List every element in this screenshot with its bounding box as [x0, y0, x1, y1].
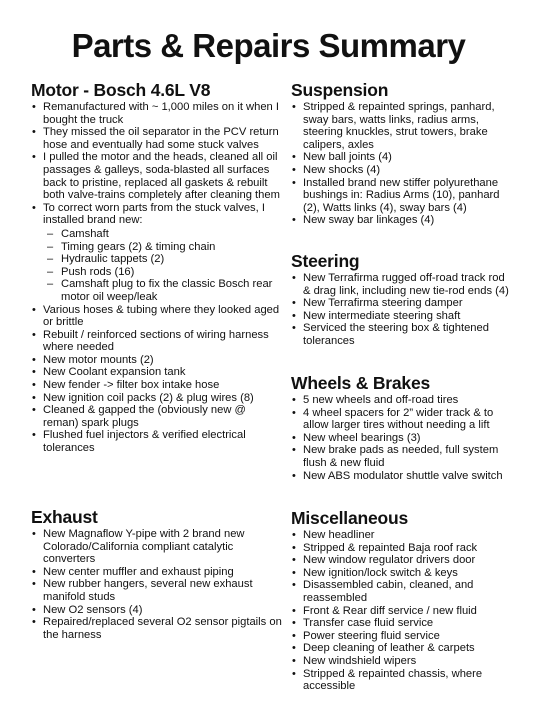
sub-list-item: – Timing gears (2) & timing chain	[31, 241, 283, 254]
list-item: • New O2 sensors (4)	[31, 604, 283, 617]
list-item: • New sway bar linkages (4)	[291, 214, 513, 227]
section-motor	[31, 80, 283, 455]
exhaust-list	[31, 528, 283, 641]
motor-sublist	[31, 228, 283, 304]
suspension-list	[291, 101, 513, 227]
misc-list	[291, 529, 513, 693]
list-item: • New windshield wipers	[291, 655, 513, 668]
list-item: • Flushed fuel injectors & verified electrical tolerances	[31, 429, 283, 454]
list-item: • New Terrafirma rugged off-road track rod & drag link, including new tie-rod ends (4)	[291, 272, 513, 297]
list-item: • Stripped & repainted chassis, where accessible	[291, 668, 513, 693]
list-item: • New brake pads as needed, full system flush & new fluid	[291, 444, 513, 469]
sub-list-item: – Push rods (16)	[31, 266, 283, 279]
section-heading-steering: Steering	[291, 251, 360, 271]
list-item: • New Coolant expansion tank	[31, 366, 283, 379]
section-heading-exhaust: Exhaust	[31, 507, 98, 527]
list-item: • New ignition/lock switch & keys	[291, 567, 513, 580]
list-item: • Power steering fluid service	[291, 630, 513, 643]
motor-list-continued	[31, 304, 283, 455]
list-item: • To correct worn parts from the stuck valves, I installed brand new:	[31, 202, 283, 227]
list-item: • Various hoses & tubing where they looked aged or brittle	[31, 304, 283, 329]
list-item: • New Magnaflow Y-pipe with 2 brand new Colorado/California compliant catalytic converters	[31, 528, 283, 566]
list-item: • New headliner	[291, 529, 513, 542]
list-item: • Repaired/replaced several O2 sensor pigtails on the harness	[31, 616, 283, 641]
list-item: • I pulled the motor and the heads, cleaned all oil passages & galleys, soda-blasted all surfaces back to pristine, replaced all gaskets & rebuilt both valve-trains completely after cleaning them	[31, 151, 283, 201]
list-item: • 4 wheel spacers for 2” wider track & to allow larger tires without needing a lift	[291, 407, 513, 432]
list-item: • Serviced the steering box & tightened tolerances	[291, 322, 513, 347]
section-heading-wheels-brakes: Wheels & Brakes	[291, 373, 431, 393]
list-item: • New window regulator drivers door	[291, 554, 513, 567]
wheels-list	[291, 394, 513, 482]
page-title: Parts & Repairs Summary	[71, 27, 466, 64]
list-item: • Disassembled cabin, cleaned, and reassembled	[291, 579, 513, 604]
list-item: • New Terrafirma steering damper	[291, 297, 513, 310]
list-item: • New motor mounts (2)	[31, 354, 283, 367]
list-item: • New rubber hangers, several new exhaust manifold studs	[31, 578, 283, 603]
list-item: • New shocks (4)	[291, 164, 513, 177]
list-item: • Stripped & repainted Baja roof rack	[291, 542, 513, 555]
sub-list-item: – Camshaft plug to fix the classic Bosch rear motor oil weep/leak	[31, 278, 283, 303]
list-item: • Remanufactured with ~ 1,000 miles on it when I bought the truck	[31, 101, 283, 126]
list-item: • New ball joints (4)	[291, 151, 513, 164]
list-item: • New wheel bearings (3)	[291, 432, 513, 445]
section-exhaust	[31, 507, 283, 641]
section-heading-suspension: Suspension	[291, 80, 389, 100]
section-miscellaneous	[291, 508, 513, 693]
section-heading-miscellaneous: Miscellaneous	[291, 508, 409, 528]
steering-list	[291, 272, 513, 348]
sub-list-item: – Hydraulic tappets (2)	[31, 253, 283, 266]
list-item: • New ignition coil packs (2) & plug wires (8)	[31, 392, 283, 405]
motor-list	[31, 101, 283, 227]
section-suspension	[291, 80, 513, 227]
section-steering	[291, 251, 513, 348]
list-item: • New fender -> filter box intake hose	[31, 379, 283, 392]
list-item: • Rebuilt / reinforced sections of wiring harness where needed	[31, 329, 283, 354]
list-item: • 5 new wheels and off-road tires	[291, 394, 513, 407]
list-item: • Stripped & repainted springs, panhard, sway bars, watts links, radius arms, steering knuckles, strut towers, brake calipers, axles	[291, 101, 513, 151]
list-item: • They missed the oil separator in the PCV return hose and eventually had some stuck valves	[31, 126, 283, 151]
list-item: • New center muffler and exhaust piping	[31, 566, 283, 579]
list-item: • New intermediate steering shaft	[291, 310, 513, 323]
list-item: • Deep cleaning of leather & carpets	[291, 642, 513, 655]
list-item: • Cleaned & gapped the (obviously new @ reman) spark plugs	[31, 404, 283, 429]
list-item: • Transfer case fluid service	[291, 617, 513, 630]
list-item: • Front & Rear diff service / new fluid	[291, 605, 513, 618]
section-wheels-brakes	[291, 373, 513, 482]
section-heading-motor: Motor - Bosch 4.6L V8	[31, 80, 211, 100]
sub-list-item: – Camshaft	[31, 228, 283, 241]
list-item: • Installed brand new stiffer polyurethane bushings in: Radius Arms (10), panhard (2), Watts links (4), sway bars (4)	[291, 177, 513, 215]
list-item: • New ABS modulator shuttle valve switch	[291, 470, 513, 483]
